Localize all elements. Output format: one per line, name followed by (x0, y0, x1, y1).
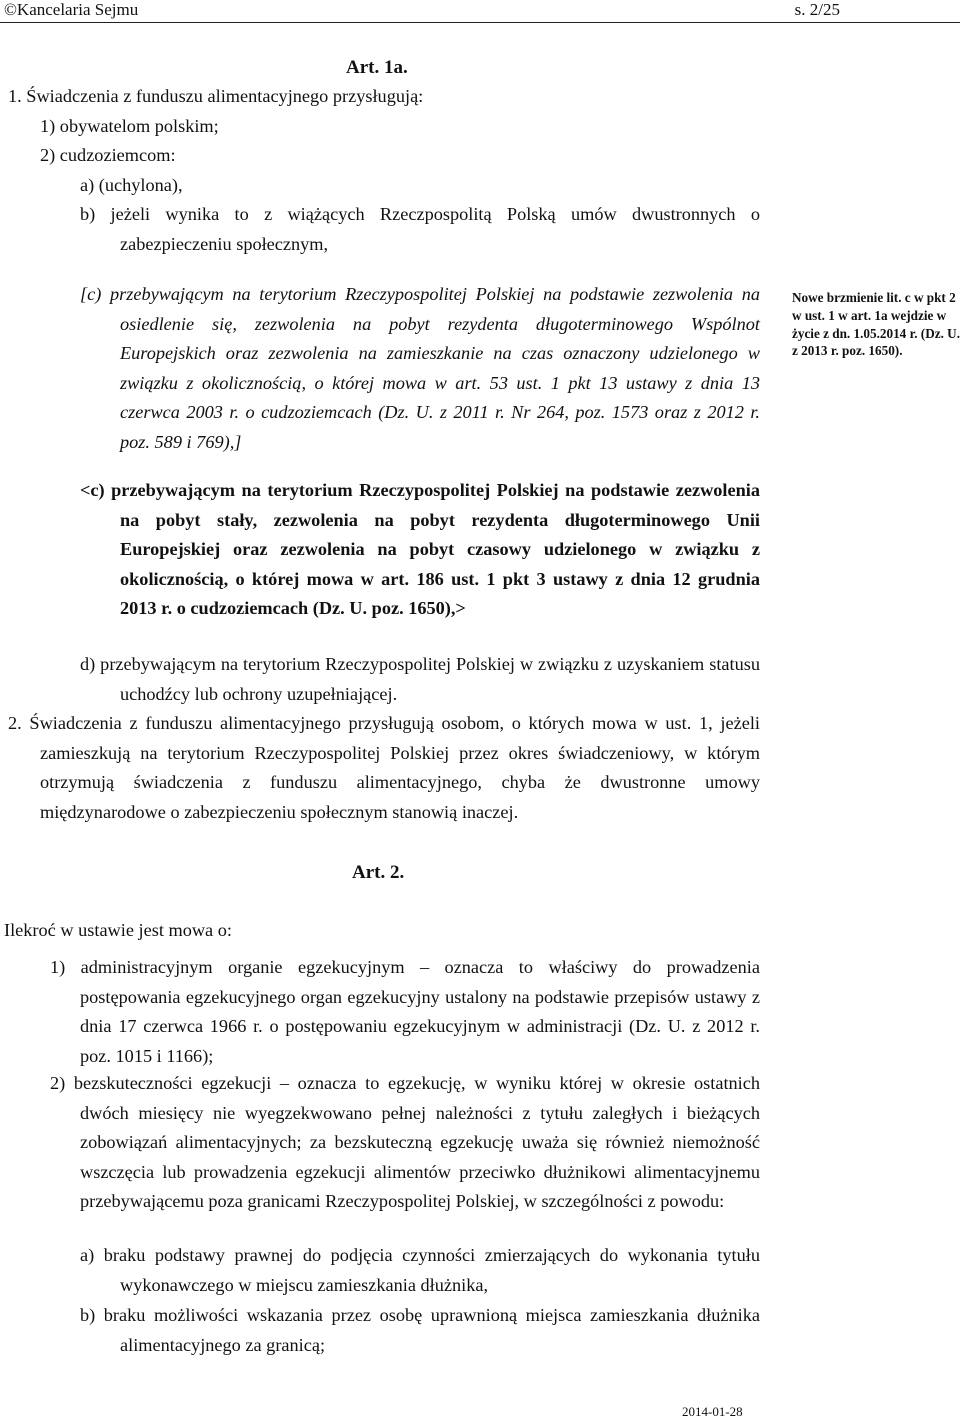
article-2-title: Art. 2. (352, 862, 405, 883)
footer-date: 2014-01-28 (682, 1404, 743, 1419)
art1a-lit-c-old: [c) przebywającym na terytorium Rzeczypospolitej Polskiej na podstawie zezwolenia na osiedlenie się, zezwolenia na pobyt rezydenta długoterminowego Wspólnot Europejskich oraz zezwolenia na zamieszkanie na czas oznaczony udzielonego w związku z okolicznością, o której mowa w art. 53 ust. 1 pkt 13 ustawy z dnia 13 czerwca 2003 r. o cudzoziemcach (Dz. U. z 2011 r. Nr 264, poz. 1573 oraz z 2012 r. poz. 589 i 769),] (80, 284, 760, 452)
art1a-lit-b: b) jeżeli wynika to z wiążących Rzeczpospolitą Polską umów dwustronnych o zabezpieczeniu społecznym, (80, 204, 760, 254)
article-1a-title: Art. 1a. (346, 57, 408, 78)
art1a-pkt2: 2) cudzoziemcom: (40, 145, 176, 165)
art2-pkt1: 1) administracyjnym organie egzekucyjnym – oznacza to właściwy do prowadzenia postępowania egzekucyjnego organ egzekucyjny ustalony na podstawie przepisów ustawy z dnia 17 czerwca 1966 r. o postępowaniu egzekucyjnym w administracji (Dz. U. z 2012 r. poz. 1015 i 1166); (50, 957, 760, 1066)
art1a-ust2: 2. Świadczenia z funduszu alimentacyjnego przysługują osobom, o których mowa w ust. 1, jeżeli zamieszkują na terytorium Rzeczypospolitej Polskiej przez okres świadczeniowy, w którym otrzymują świadczenia z funduszu alimentacyjnego, chyba że dwustronne umowy międzynarodowe o zabezpieczeniu społecznym stanowią inaczej. (8, 713, 760, 822)
art1a-pkt1: 1) obywatelom polskim; (40, 116, 219, 136)
header-page-number: s. 2/25 (794, 0, 840, 19)
art1a-lit-a: a) (uchylona), (80, 175, 183, 195)
art2-lit-b: b) braku możliwości wskazania przez osobę uprawnioną miejsca zamieszkania dłużnika alimentacyjnego za granicą; (80, 1305, 760, 1355)
margin-note: Nowe brzmienie lit. c w pkt 2 w ust. 1 w art. 1a wejdzie w życie z dn. 1.05.2014 r. (Dz. U. z 2013 r. poz. 1650). (792, 290, 960, 359)
art2-lit-a: a) braku podstawy prawnej do podjęcia czynności zmierzających do wykonania tytułu wykonawczego w miejscu zamieszkania dłużnika, (80, 1245, 760, 1295)
art2-intro: Ilekroć w ustawie jest mowa o: (4, 920, 232, 940)
art1a-ust1: 1. Świadczenia z funduszu alimentacyjnego przysługują: (8, 86, 424, 106)
header-source: ©Kancelaria Sejmu (4, 0, 139, 19)
art2-pkt2: 2) bezskuteczności egzekucji – oznacza to egzekucję, w wyniku której w okresie ostatnich dwóch miesięcy nie wyegzekwowano pełnej należności z tytułu zaległych i bieżących zobowiązań alimentacyjnych; za bezskuteczną egzekucję uważa się również niemożność wszczęcia lub prowadzenia egzekucji alimentów przeciwko dłużnikowi alimentacyjnemu przebywającemu poza granicami Rzeczypospolitej Polskiej, w szczególności z powodu: (50, 1073, 760, 1212)
page-header (0, 0, 960, 23)
art1a-lit-c-new: <c) przebywającym na terytorium Rzeczypospolitej Polskiej na podstawie zezwolenia na pobyt stały, zezwolenia na pobyt rezydenta długoterminowego Unii Europejskiej oraz zezwolenia na pobyt czasowy udzielonego w związku z okolicznością, o której mowa w art. 186 ust. 1 pkt 3 ustawy z dnia 12 grudnia 2013 r. o cudzoziemcach (Dz. U. poz. 1650),> (80, 480, 760, 619)
art1a-lit-d: d) przebywającym na terytorium Rzeczypospolitej Polskiej w związku z uzyskaniem statusu uchodźcy lub ochrony uzupełniającej. (80, 654, 760, 704)
